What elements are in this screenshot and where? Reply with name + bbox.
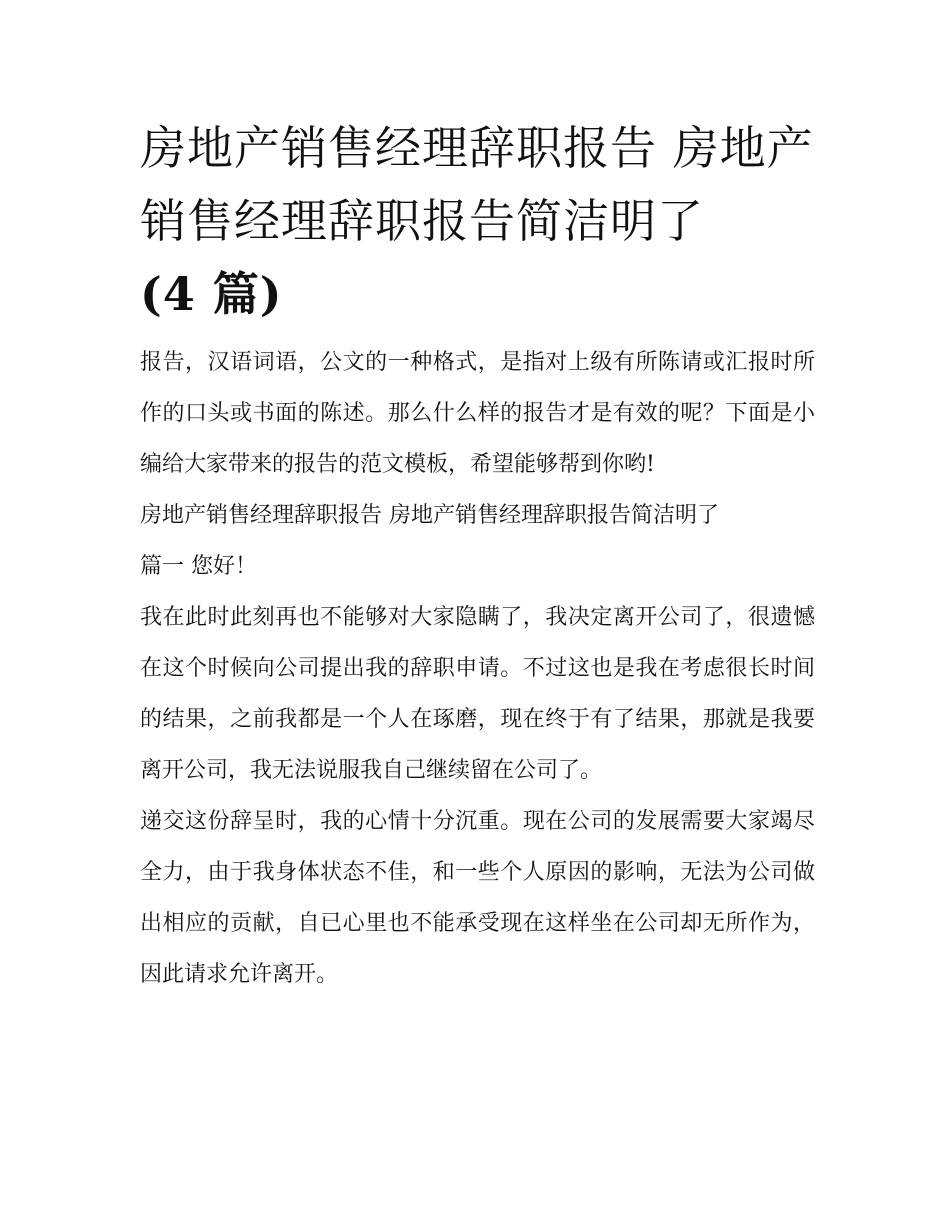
section-heading: 房地产销售经理辞职报告 房地产销售经理辞职报告简洁明了: [140, 503, 719, 528]
body-paragraph-1: 我在此时此刻再也不能够对大家隐瞒了，我决定离开公司了，很遗憾在这个时候向公司提出我的辞职申请。不过这也是我在考虑很长时间的结果，之前我都是一个人在琢磨，现在终于有了结果，那就是我要离开公司，我无法说服我自己继续留在公司了。: [140, 605, 815, 783]
intro-paragraph: 报告，汉语词语，公文的一种格式，是指对上级有所陈请或汇报时所作的口头或书面的陈述。那么什么样的报告才是有效的呢？下面是小编给大家带来的报告的范文模板，希望能够帮到你哟!: [140, 350, 815, 477]
document-title-main: 房地产销售经理辞职报告 房地产销售经理辞职报告简洁明了: [140, 121, 814, 248]
document-page: [140, 112, 815, 1000]
body-paragraph-2: 递交这份辞呈时，我的心情十分沉重。现在公司的发展需要大家竭尽全力，由于我身体状态不佳，和一些个人原因的影响，无法为公司做出相应的贡献，自已心里也不能承受现在这样坐在公司却无所作为，因此请求允许离开。: [140, 809, 815, 987]
document-title-suffix: (4 篇): [140, 267, 283, 321]
document-title: [140, 112, 815, 331]
greeting-line: 篇一 您好！: [140, 554, 257, 579]
